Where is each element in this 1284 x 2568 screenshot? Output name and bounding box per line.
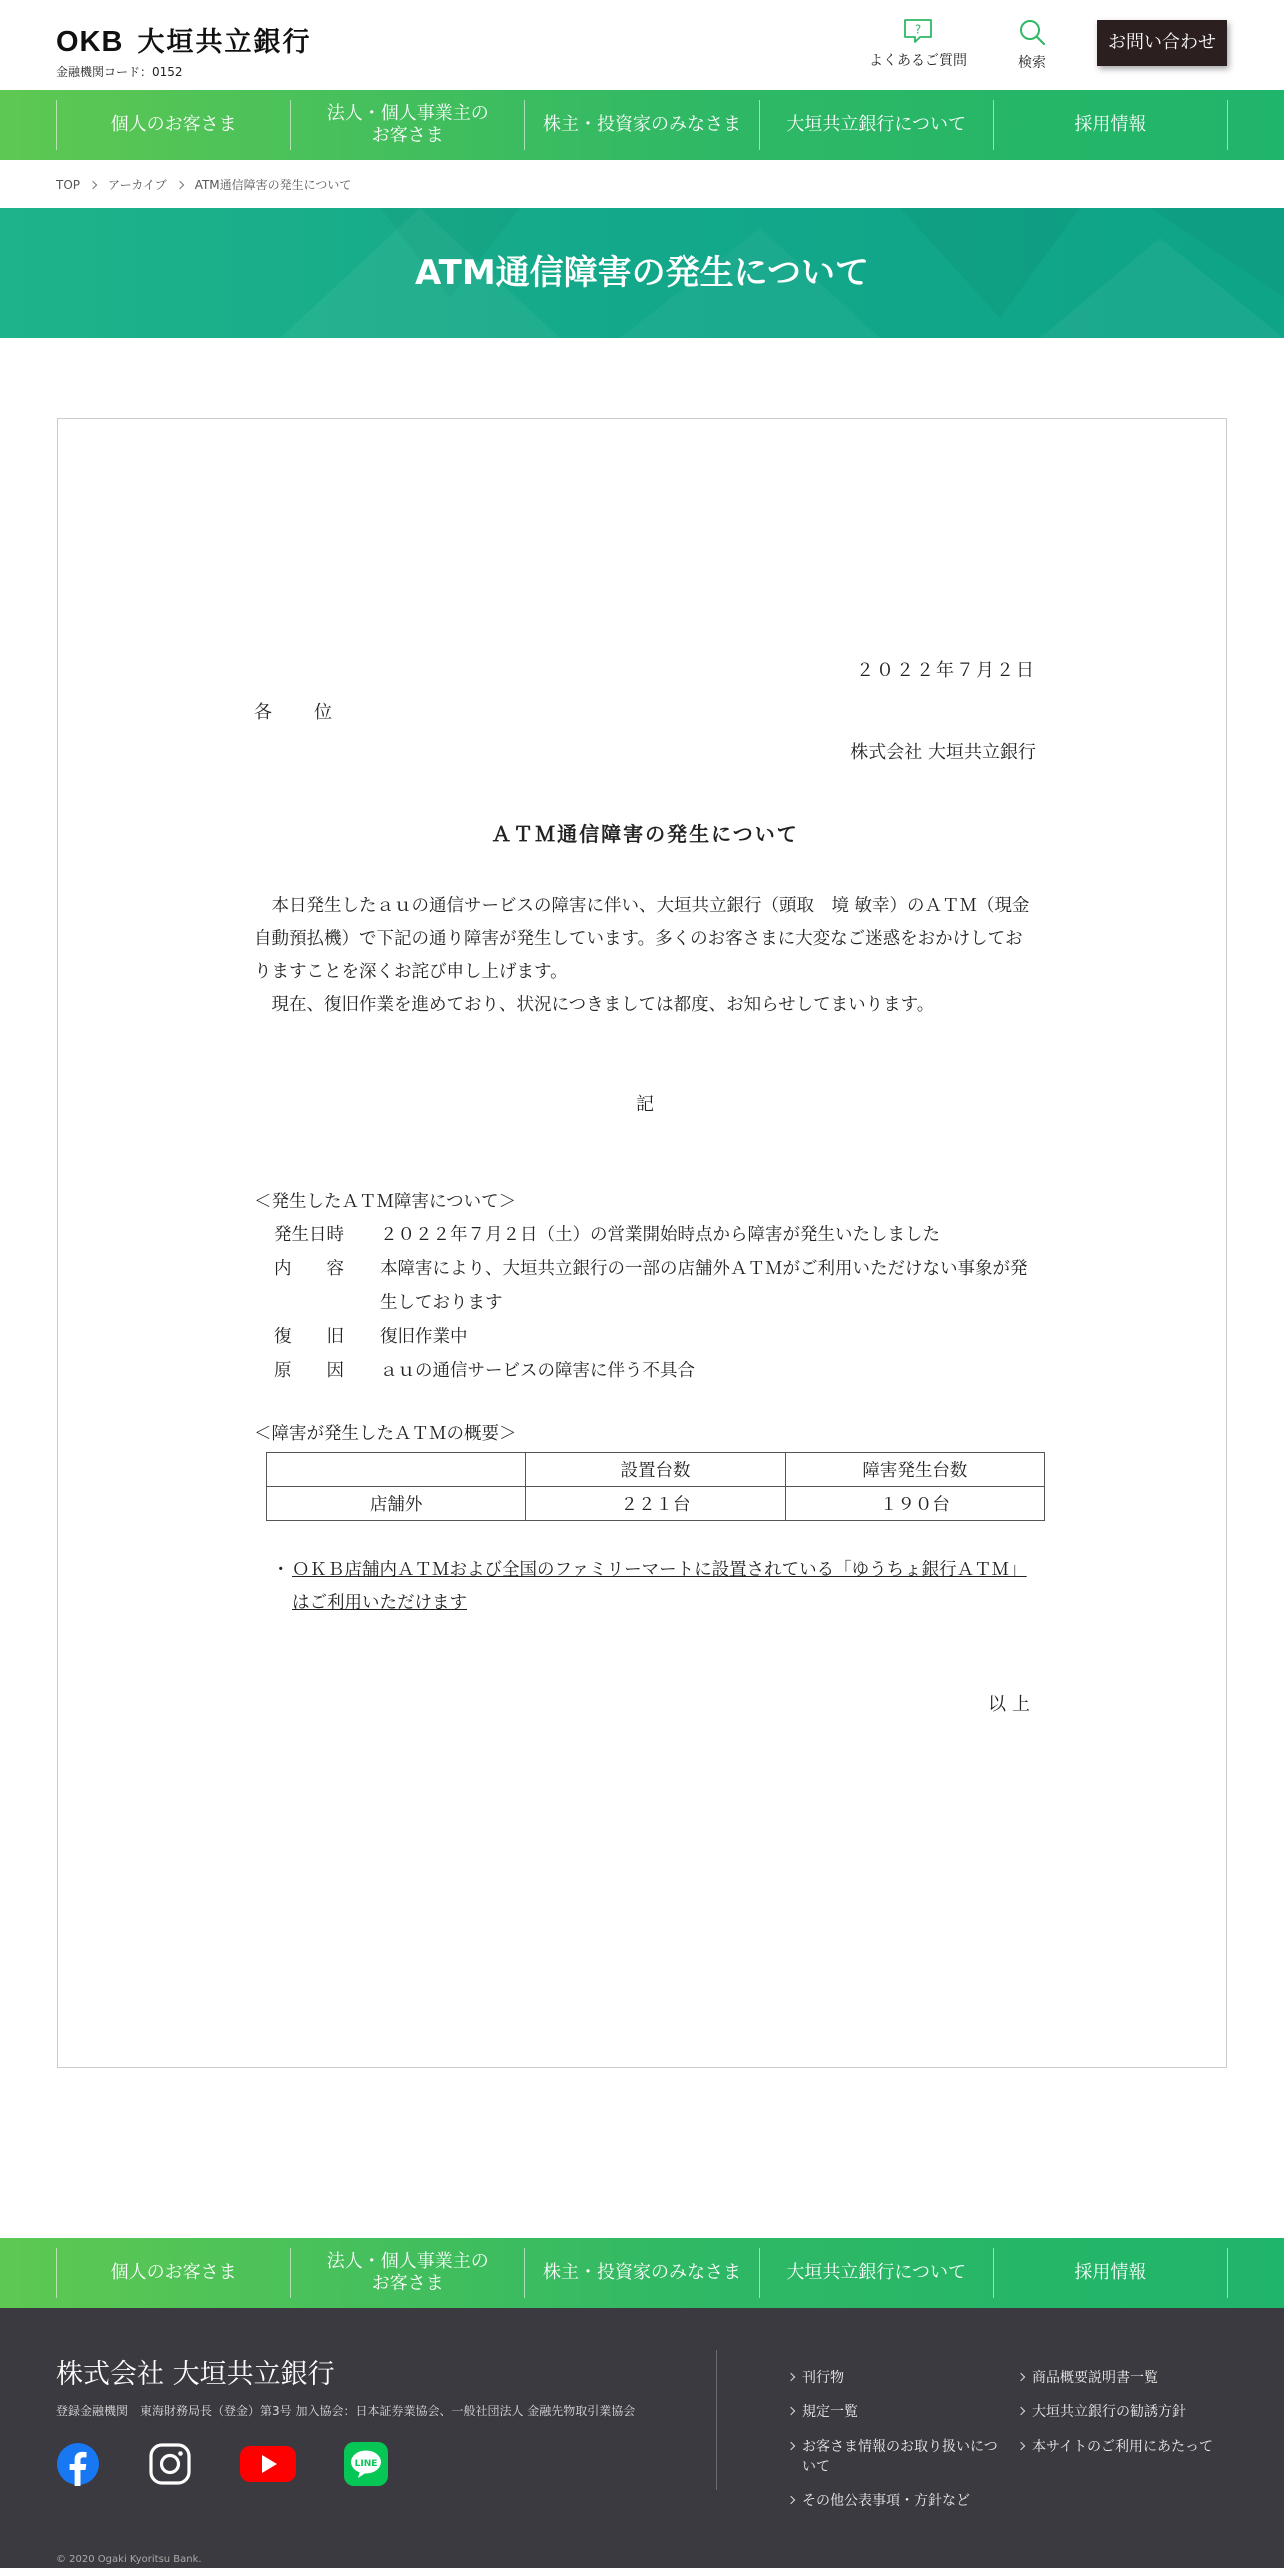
notice-title: ＡＴＭ通信障害の発生について bbox=[491, 822, 799, 846]
site-header bbox=[0, 0, 1284, 90]
footer-link-product-docs[interactable]: 商品概要説明書一覧 bbox=[1018, 2368, 1238, 2388]
search-icon bbox=[1018, 18, 1046, 46]
footer-links-col2 bbox=[1018, 2368, 1238, 2471]
detail-row-datetime bbox=[254, 1218, 1036, 1252]
notice-ki: 記 bbox=[636, 1094, 654, 1115]
search-link[interactable] bbox=[1012, 18, 1052, 72]
footer-nav-business[interactable]: 法人・個人事業主の お客さま bbox=[290, 2248, 524, 2298]
table-header-cell: 障害発生台数 bbox=[785, 1453, 1044, 1487]
page-title: ATM通信障害の発生について bbox=[414, 253, 870, 293]
detail-row-cause bbox=[254, 1354, 1036, 1388]
table-cell: ２２１台 bbox=[526, 1487, 785, 1521]
page-banner bbox=[0, 208, 1284, 338]
faq-label: よくあるご質問 bbox=[869, 53, 967, 69]
available-atm-link[interactable]: ＯＫＢ店舗内ＡＴＭおよび全国のファミリーマートに設置されている「ゆうちょ銀行ＡＴＭ」はご利用いただけます bbox=[292, 1560, 1027, 1613]
table-header-cell bbox=[267, 1453, 526, 1487]
notice-addressee: 各 位 bbox=[254, 702, 334, 723]
nav-item-about[interactable]: 大垣共立銀行について bbox=[759, 100, 993, 150]
detail-label: 復 旧 bbox=[274, 1327, 344, 1347]
table-header-row bbox=[267, 1453, 1045, 1487]
logo-text bbox=[56, 20, 311, 59]
table-cell: 店舗外 bbox=[267, 1487, 526, 1521]
instagram-icon[interactable] bbox=[148, 2442, 192, 2486]
chevron-right-icon bbox=[89, 180, 97, 188]
nav-item-personal[interactable]: 個人のお客さま bbox=[56, 100, 290, 150]
logo-name: 大垣共立銀行 bbox=[137, 27, 312, 58]
footer-nav-personal[interactable]: 個人のお客さま bbox=[56, 2248, 290, 2298]
breadcrumb-current: ATM通信障害の発生について bbox=[194, 178, 352, 192]
detail-label: 原 因 bbox=[274, 1361, 344, 1381]
notice-closing: 以上 bbox=[988, 1694, 1036, 1715]
footer-link-disclosures[interactable]: その他公表事項・方針など bbox=[788, 2491, 998, 2511]
incident-details bbox=[254, 1218, 1036, 1388]
search-label: 検索 bbox=[1018, 55, 1046, 71]
table-cell: １９０台 bbox=[785, 1487, 1044, 1521]
notice-date: ２０２２年７月２日 bbox=[856, 660, 1036, 681]
footer-divider bbox=[716, 2350, 717, 2490]
footer-link-privacy[interactable]: お客さま情報のお取り扱いについて bbox=[788, 2437, 998, 2478]
copyright: © 2020 Ogaki Kyoritsu Bank. bbox=[56, 2554, 202, 2565]
footer-nav-investors[interactable]: 株主・投資家のみなさま bbox=[524, 2248, 758, 2298]
detail-value: 本障害により、大垣共立銀行の一部の店舗外ＡＴＭがご利用いただけない事象が発生しております bbox=[380, 1259, 1028, 1313]
detail-label: 内 容 bbox=[274, 1259, 344, 1279]
global-nav bbox=[0, 90, 1284, 160]
site-footer bbox=[0, 2308, 1284, 2568]
section-heading-atm-summary: ＜障害が発生したＡＴＭの概要＞ bbox=[254, 1424, 517, 1444]
detail-value: ａｕの通信サービスの障害に伴う不具合 bbox=[380, 1361, 695, 1381]
notice-body bbox=[254, 890, 1036, 1022]
atm-summary-table bbox=[266, 1452, 1045, 1521]
notice-sender: 株式会社 大垣共立銀行 bbox=[850, 742, 1036, 763]
notice-paragraph-1: 本日発生したａｕの通信サービスの障害に伴い、大垣共立銀行（頭取 境 敏幸）のＡＴＭ（現金自動預払機）で下記の通り障害が発生しています。多くのお客さまに大変なご迷惑をおかけしておりますことを深くお詫び申し上げます。 bbox=[254, 896, 1030, 982]
footer-link-regulations[interactable]: 規定一覧 bbox=[788, 2402, 998, 2422]
detail-value: 復旧作業中 bbox=[380, 1327, 468, 1347]
detail-row-recovery bbox=[254, 1320, 1036, 1354]
note-bullet: ・ bbox=[272, 1560, 290, 1580]
detail-value: ２０２２年７月２日（土）の営業開始時点から障害が発生いたしました bbox=[380, 1225, 940, 1245]
nav-item-business[interactable]: 法人・個人事業主の お客さま bbox=[290, 100, 524, 150]
facebook-icon[interactable] bbox=[56, 2442, 100, 2486]
detail-label: 発生日時 bbox=[274, 1225, 344, 1245]
svg-text:?: ? bbox=[914, 22, 922, 37]
faq-link[interactable] bbox=[868, 18, 968, 70]
footer-link-site-terms[interactable]: 本サイトのご利用にあたって bbox=[1018, 2437, 1238, 2457]
footer-nav-about[interactable]: 大垣共立銀行について bbox=[759, 2248, 993, 2298]
breadcrumb bbox=[56, 176, 351, 193]
breadcrumb-archive[interactable]: アーカイブ bbox=[108, 178, 167, 192]
footer-links-col1 bbox=[788, 2368, 998, 2525]
footer-registration: 登録金融機関 東海財務局長（登金）第3号 加入協会：日本証券業協会、一般社団法人 金融先物取引業協会 bbox=[56, 2404, 636, 2418]
notice-note bbox=[272, 1554, 1036, 1620]
social-links bbox=[56, 2442, 436, 2486]
line-icon[interactable] bbox=[344, 2442, 388, 2486]
bank-logo[interactable] bbox=[56, 20, 311, 80]
breadcrumb-top[interactable]: TOP bbox=[56, 177, 81, 192]
bank-code: 金融機関コード：0152 bbox=[56, 65, 183, 79]
table-header-cell: 設置台数 bbox=[526, 1453, 785, 1487]
nav-item-investors[interactable]: 株主・投資家のみなさま bbox=[524, 100, 758, 150]
logo-okb: OKB bbox=[56, 26, 124, 58]
footer-nav bbox=[0, 2238, 1284, 2308]
chevron-right-icon bbox=[175, 180, 183, 188]
youtube-icon[interactable] bbox=[240, 2442, 296, 2486]
section-heading-incident: ＜発生したＡＴＭ障害について＞ bbox=[254, 1192, 517, 1212]
contact-button[interactable]: お問い合わせ bbox=[1097, 20, 1227, 66]
faq-icon bbox=[903, 18, 933, 44]
detail-row-content bbox=[254, 1252, 1036, 1320]
svg-text:LINE: LINE bbox=[354, 2459, 378, 2469]
notice-paragraph-2: 現在、復旧作業を進めており、状況につきましては都度、お知らせしてまいります。 bbox=[271, 995, 935, 1015]
footer-link-solicitation-policy[interactable]: 大垣共立銀行の勧誘方針 bbox=[1018, 2402, 1238, 2422]
table-row bbox=[267, 1487, 1045, 1521]
nav-item-recruit[interactable]: 採用情報 bbox=[993, 100, 1228, 150]
footer-nav-recruit[interactable]: 採用情報 bbox=[993, 2248, 1228, 2298]
footer-link-publications[interactable]: 刊行物 bbox=[788, 2368, 998, 2388]
footer-company-name: 株式会社 大垣共立銀行 bbox=[56, 2359, 335, 2390]
